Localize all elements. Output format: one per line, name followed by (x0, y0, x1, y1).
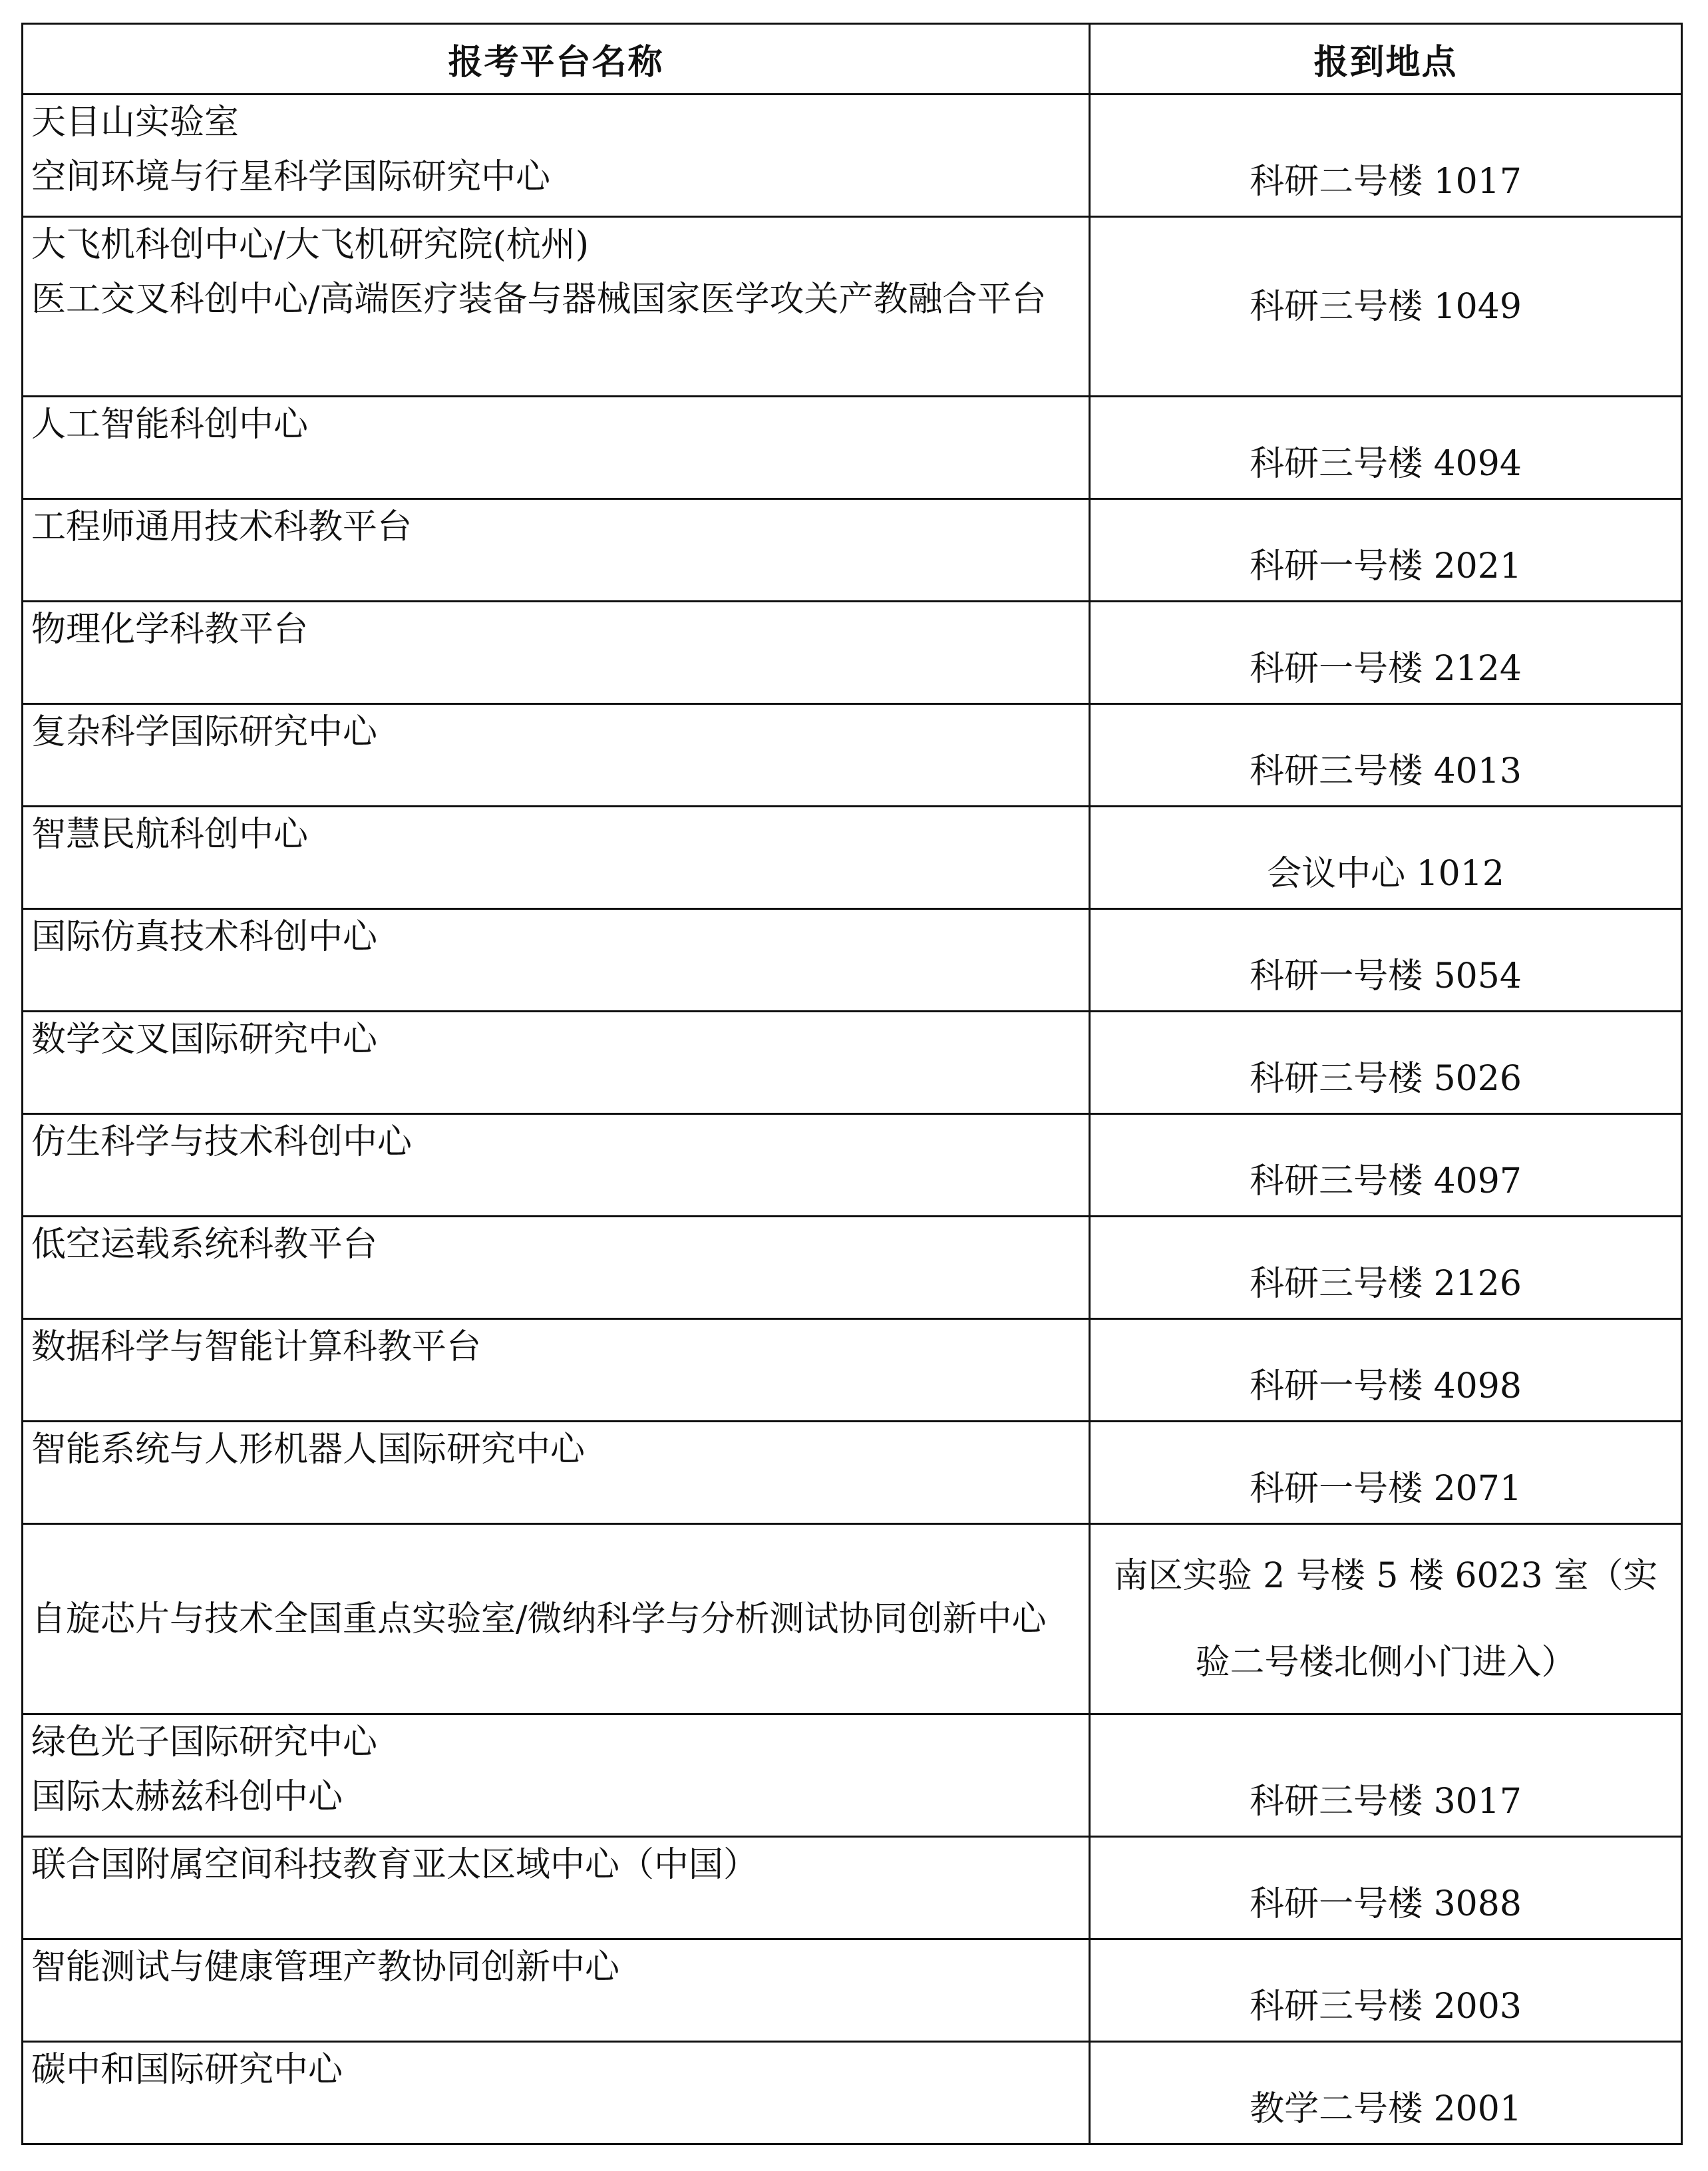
location-cell: 会议中心 1012 (1090, 807, 1682, 909)
table-row (23, 1939, 1682, 2042)
platform-name-line: 大飞机科创中心/大飞机研究院(杭州) (31, 225, 590, 265)
table-header-row (23, 24, 1682, 95)
platform-name-cell (23, 1714, 1090, 1837)
platform-name-line: 数据科学与智能计算科教平台 (31, 1327, 482, 1367)
platform-name-line: 复杂科学国际研究中心 (31, 712, 378, 752)
platform-name-cell (23, 1524, 1090, 1714)
table-row (23, 1217, 1682, 1319)
platform-name-line: 绿色光子国际研究中心 (31, 1722, 378, 1762)
platform-name-line: 医工交叉科创中心/高端医疗装备与器械国家医学攻关产教融合平台 (31, 280, 1047, 319)
platform-name-line: 低空运载系统科教平台 (31, 1225, 378, 1265)
platform-name-cell (23, 1114, 1090, 1217)
table-row (23, 1422, 1682, 1524)
location-cell: 科研一号楼 3088 (1090, 1837, 1682, 1939)
platform-name-line: 国际太赫兹科创中心 (31, 1777, 343, 1817)
platform-name-line: 天目山实验室 (31, 102, 240, 142)
location-cell: 科研三号楼 5026 (1090, 1012, 1682, 1114)
header-location: 报到地点 (1090, 24, 1682, 95)
table-row (23, 2042, 1682, 2144)
platform-name-line: 人工智能科创中心 (31, 405, 309, 445)
location-cell: 科研一号楼 2071 (1090, 1422, 1682, 1524)
platform-name-line: 碳中和国际研究中心 (31, 2050, 343, 2090)
platform-name-cell (23, 909, 1090, 1012)
location-cell: 科研一号楼 2124 (1090, 602, 1682, 704)
location-cell: 科研三号楼 3017 (1090, 1714, 1682, 1837)
platform-name-line: 物理化学科教平台 (31, 610, 309, 650)
table-row (23, 1837, 1682, 1939)
platform-name-line: 工程师通用技术科教平台 (31, 507, 413, 547)
location-cell: 科研三号楼 4094 (1090, 397, 1682, 499)
platform-name-cell (23, 95, 1090, 217)
platform-name-cell (23, 2042, 1090, 2144)
table-row (23, 1114, 1682, 1217)
platform-name-cell (23, 602, 1090, 704)
table-row (23, 499, 1682, 602)
location-cell: 科研二号楼 1017 (1090, 95, 1682, 217)
platform-name-line: 数学交叉国际研究中心 (31, 1020, 378, 1060)
table-row (23, 1012, 1682, 1114)
platform-name-cell (23, 217, 1090, 397)
table-row (23, 1714, 1682, 1837)
platform-name-line: 智慧民航科创中心 (31, 815, 309, 855)
platform-name-cell (23, 1012, 1090, 1114)
header-platform-name: 报考平台名称 (23, 24, 1090, 95)
table-row (23, 397, 1682, 499)
platform-name-line: 空间环境与行星科学国际研究中心 (31, 157, 551, 197)
location-cell: 科研三号楼 4097 (1090, 1114, 1682, 1217)
table-row (23, 909, 1682, 1012)
registration-table (21, 23, 1683, 2145)
table-row (23, 1524, 1682, 1714)
platform-name-line: 国际仿真技术科创中心 (31, 917, 378, 957)
platform-name-cell (23, 704, 1090, 807)
table-row (23, 1319, 1682, 1422)
location-cell: 科研一号楼 4098 (1090, 1319, 1682, 1422)
table-row (23, 602, 1682, 704)
platform-name-line: 仿生科学与技术科创中心 (31, 1122, 413, 1162)
platform-name-line: 智能测试与健康管理产教协同创新中心 (31, 1947, 620, 1987)
platform-name-line: 自旋芯片与技术全国重点实验室/微纳科学与分析测试协同创新中心 (31, 1599, 1047, 1639)
location-cell: 科研三号楼 4013 (1090, 704, 1682, 807)
platform-name-cell (23, 1939, 1090, 2042)
location-cell: 科研三号楼 2126 (1090, 1217, 1682, 1319)
platform-name-cell (23, 397, 1090, 499)
table-row (23, 704, 1682, 807)
platform-name-cell (23, 807, 1090, 909)
platform-name-line: 智能系统与人形机器人国际研究中心 (31, 1430, 586, 1470)
location-cell: 科研三号楼 2003 (1090, 1939, 1682, 2042)
location-cell: 南区实验 2 号楼 5 楼 6023 室（实验二号楼北侧小门进入） (1090, 1524, 1682, 1714)
platform-name-cell (23, 1217, 1090, 1319)
location-cell: 教学二号楼 2001 (1090, 2042, 1682, 2144)
platform-name-cell (23, 1422, 1090, 1524)
table-row (23, 95, 1682, 217)
table-row (23, 807, 1682, 909)
platform-name-cell (23, 1837, 1090, 1939)
location-cell: 科研三号楼 1049 (1090, 217, 1682, 397)
table-row (23, 217, 1682, 397)
location-cell: 科研一号楼 2021 (1090, 499, 1682, 602)
platform-name-cell (23, 499, 1090, 602)
location-cell: 科研一号楼 5054 (1090, 909, 1682, 1012)
platform-name-line: 联合国附属空间科技教育亚太区域中心（中国） (31, 1845, 759, 1885)
platform-name-cell (23, 1319, 1090, 1422)
